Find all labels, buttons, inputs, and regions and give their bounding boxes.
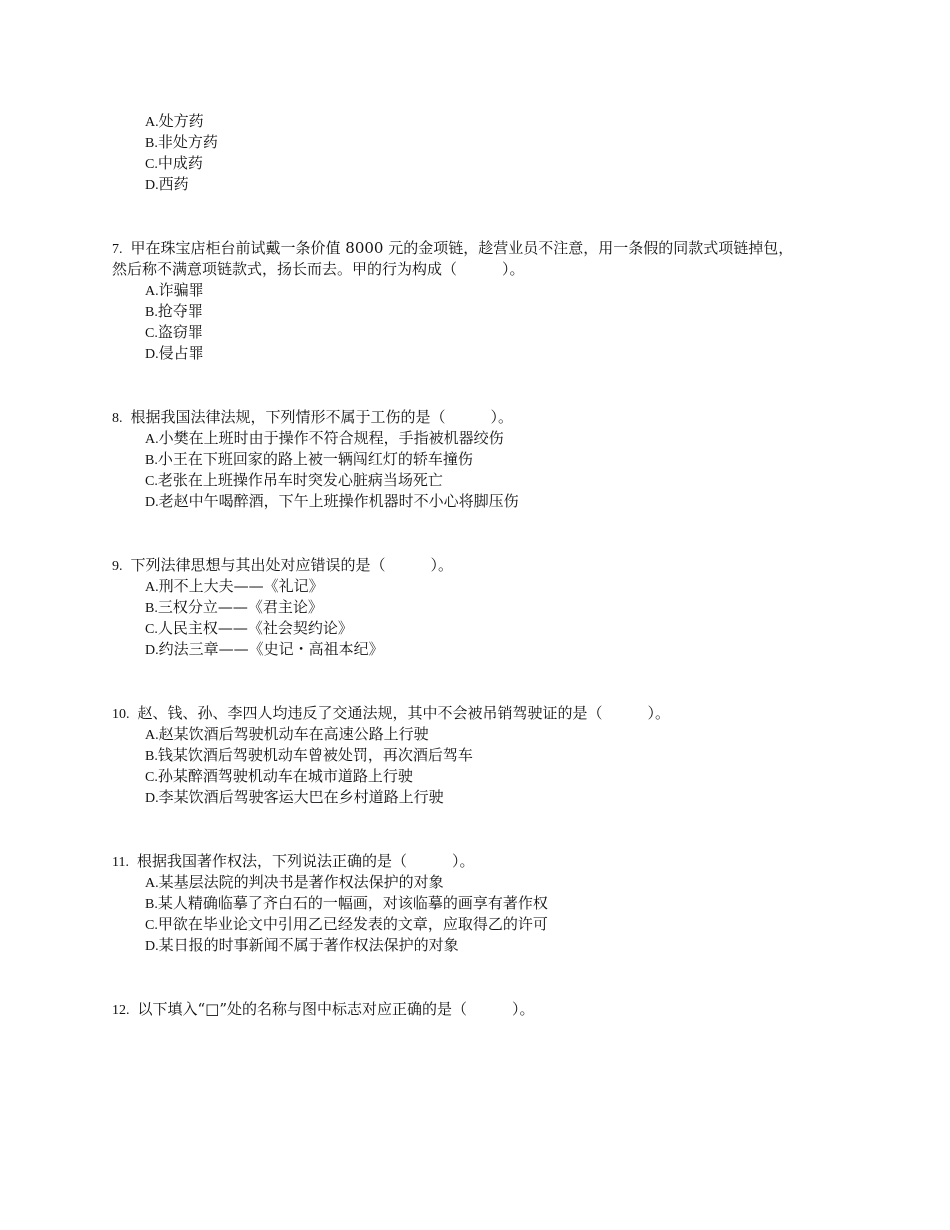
- option-c: C.中成药: [145, 154, 203, 172]
- question-stem: 8. 根据我国法律法规，下列情形不属于工伤的是（ ）。: [112, 408, 514, 426]
- question-stem: 9. 下列法律思想与其出处对应错误的是（ ）。: [112, 556, 454, 574]
- option-d: D.李某饮酒后驾驶客运大巴在乡村道路上行驶: [145, 788, 444, 806]
- option-d: D.西药: [145, 175, 189, 193]
- option-c: C.盗窃罪: [145, 323, 203, 341]
- question-stem: 12. 以下填入“□”处的名称与图中标志对应正确的是（ ）。: [112, 1000, 535, 1018]
- option-b: B.某人精确临摹了齐白石的一幅画，对该临摹的画享有著作权: [145, 894, 548, 912]
- question-stem-continued: 然后称不满意项链款式，扬长而去。甲的行为构成（ ）。: [112, 260, 525, 278]
- option-c: C.老张在上班操作吊车时突发心脏病当场死亡: [145, 471, 443, 489]
- option-d: D.约法三章——《史记・高祖本纪》: [145, 640, 384, 658]
- option-b: B.钱某饮酒后驾驶机动车曾被处罚，再次酒后驾车: [145, 746, 473, 764]
- option-d: D.老赵中午喝醉酒，下午上班操作机器时不小心将脚压伤: [145, 492, 519, 510]
- option-a: A.处方药: [145, 112, 204, 130]
- option-c: C.孙某醉酒驾驶机动车在城市道路上行驶: [145, 767, 413, 785]
- option-a: A.赵某饮酒后驾驶机动车在高速公路上行驶: [145, 725, 429, 743]
- option-b: B.抢夺罪: [145, 302, 203, 320]
- option-b: B.三权分立——《君主论》: [145, 598, 323, 616]
- question-stem: 11. 根据我国著作权法，下列说法正确的是（ ）。: [112, 852, 475, 870]
- option-d: D.侵占罪: [145, 344, 204, 362]
- option-b: B.非处方药: [145, 133, 218, 151]
- option-c: C.甲欲在毕业论文中引用乙已经发表的文章，应取得乙的许可: [145, 915, 548, 933]
- question-stem: 7. 甲在珠宝店柜台前试戴一条价值 8000 元的金项链，趁营业员不注意，用一条假的同款式项链掉包，: [112, 239, 794, 257]
- option-a: A.诈骗罪: [145, 281, 204, 299]
- option-a: A.刑不上大夫——《礼记》: [145, 577, 324, 595]
- option-a: A.小樊在上班时由于操作不符合规程，手指被机器绞伤: [145, 429, 504, 447]
- option-c: C.人民主权——《社会契约论》: [145, 619, 353, 637]
- option-b: B.小王在下班回家的路上被一辆闯红灯的轿车撞伤: [145, 450, 473, 468]
- option-d: D.某日报的时事新闻不属于著作权法保护的对象: [145, 936, 459, 954]
- option-a: A.某基层法院的判决书是著作权法保护的对象: [145, 873, 444, 891]
- question-stem: 10. 赵、钱、孙、李四人均违反了交通法规，其中不会被吊销驾驶证的是（ ）。: [112, 704, 671, 722]
